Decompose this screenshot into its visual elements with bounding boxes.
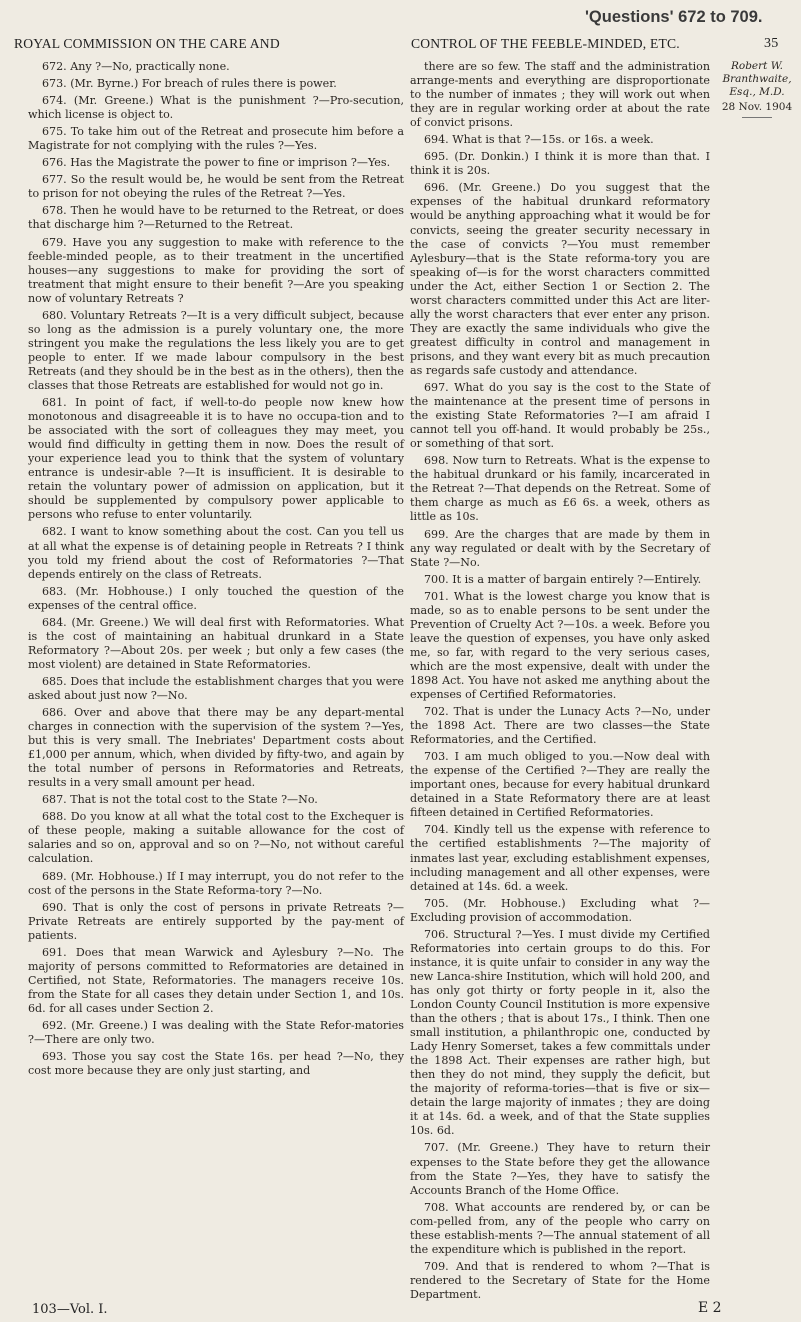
- paragraph: 709. And that is rendered to whom ?—That is rendered to the Secretary of State for the Home Department.: [410, 1259, 710, 1301]
- paragraph: 704. Kindly tell us the expense with reference to the certified establishments ?—The majority of inmates last year, excluding establishment expenses, including management and all other expenses, were detained at 14s. 6d. a week.: [410, 823, 710, 893]
- paragraph: 696. (Mr. Greene.) Do you suggest that the expenses of the habitual drunkard reformatory would be anything approaching what it would be for convicts, seeing the greater security necessary in the case of convicts ?—You must remember Aylesbury—that is the State reforma-tory you are speaking of—is for the worst characters committed under the Act, either Section 1 or Section 2. The worst characters committed under this Act are liter-ally the worst characters that ever enter any prison. They are exactly the same individuals who give the greatest difficulty in control and management in prisons, and they want every bit as much precaution as regards safe custody and attendance.: [410, 181, 710, 377]
- running-header: [14, 36, 794, 58]
- paragraph: 681. In point of fact, if well-to-do people now knew how monotonous and disagreeable it is to have no occupa-tion and to be associated with the sort of colleagues they may meet, you would find difficulty in getting them in now. Does the result of your experience lead you to think that the system of voluntary entrance is undesir-able ?—It is insufficient. It is desirable to retain the voluntary power of admission on application, but it should be supplemented by compulsory power applicable to persons who refuse to enter voluntarily.: [28, 396, 404, 522]
- paragraph: 685. Does that include the establishment charges that you were asked about just now ?—No.: [28, 674, 404, 702]
- margin-rule: [742, 117, 772, 118]
- left-column: [28, 60, 404, 1081]
- right-column: [410, 60, 710, 1305]
- paragraph: 687. That is not the total cost to the State ?—No.: [42, 793, 318, 807]
- paragraph: 705. (Mr. Hobhouse.) Excluding what ?—Excluding provision of accommodation.: [410, 896, 710, 924]
- paragraph: 703. I am much obliged to you.—Now deal with the expense of the Certified ?—They are really the important ones, because for every habitual drunkard detained in a State Reformatory there are at least fifteen detained in Certified Reformatories.: [410, 750, 710, 820]
- margin-note: [718, 60, 796, 118]
- paragraph: 689. (Mr. Hobhouse.) If I may interrupt, you do not refer to the cost of the persons in the State Reforma-tory ?—No.: [28, 869, 404, 897]
- paragraph: 684. (Mr. Greene.) We will deal first with Reformatories. What is the cost of maintaining an habitual drunkard in a State Reformatory ?—About 20s. per week ; but only a few cases (the most violent) are detained in State Reformatories.: [28, 615, 404, 671]
- paragraph: 674. (Mr. Greene.) What is the punishment ?—Pro-secution, which license is object to.: [28, 94, 404, 122]
- paragraph: 677. So the result would be, he would be sent from the Retreat to prison for not obeying the rules of the Retreat ?—Yes.: [28, 173, 404, 201]
- paragraph: 675. To take him out of the Retreat and prosecute him before a Magistrate for not complying with the rules ?—Yes.: [28, 125, 404, 153]
- paragraph: 678. Then he would have to be returned to the Retreat, or does that discharge him ?—Returned to the Retreat.: [28, 204, 404, 232]
- paragraph: 676. Has the Magistrate the power to fine or imprison ?—Yes.: [42, 156, 391, 170]
- paragraph: 679. Have you any suggestion to make with reference to the feeble-minded people, as to their treatment in the uncertified houses—any suggestions to make for providing the sort of treatment that might ensure to their benefit ?—Are you speaking now of voluntary Retreats ?: [28, 235, 404, 305]
- paragraph: 697. What do you say is the cost to the State of the maintenance at the present time of persons in the existing State Reformatories ?—I am afraid I cannot tell you off-hand. It would probably be 25s., or something of that sort.: [410, 381, 710, 451]
- paragraph: 672. Any ?—No, practically none.: [42, 60, 230, 73]
- volume-footer: 103—Vol. I.: [32, 1302, 108, 1317]
- paragraph: 698. Now turn to Retreats. What is the expense to the habitual drunkard or his family, incarcerated in the Retreat ?—That depends on the Retreat. Some of them charge as much as £6 6s. a week, others as little as 10s.: [410, 454, 710, 524]
- header-right-title: CONTROL OF THE FEEBLE-MINDED, ETC.: [411, 36, 680, 51]
- paragraph: 688. Do you know at all what the total cost to the Exchequer is of these people, making a suitable allowance for the cost of salaries and so on, approval and so on ?—No, not without careful calculation.: [28, 810, 404, 866]
- paragraph: 702. That is under the Lunacy Acts ?—No, under the 1898 Act. There are two classes—the State Reformatories, and the Certified.: [410, 705, 710, 747]
- paragraph: there are so few. The staff and the administration arrange-ments and everything are disproportionate to the number of inmates ; they will work out when they are in regular working order at about the rate of convict prisons.: [410, 60, 710, 130]
- witness-date: 28 Nov. 1904: [721, 101, 793, 113]
- paragraph: 708. What accounts are rendered by, or can be com-pelled from, any of the people who carry on these establish-ments ?—The annual statement of all the expenditure which is published in the report.: [410, 1200, 710, 1256]
- handwritten-note: 'Questions' 672 to 709.: [585, 8, 763, 26]
- paragraph: 683. (Mr. Hobhouse.) I only touched the question of the expenses of the central office.: [28, 584, 404, 612]
- paragraph: 692. (Mr. Greene.) I was dealing with the State Refor-matories ?—There are only two.: [28, 1019, 404, 1047]
- paragraph: 686. Over and above that there may be any depart-mental charges in connection with the supervision of the system ?—Yes, but this is very small. The Inebriates' Department costs about £1,000 per annum, which, when divided by fifty-two, and again by the total number of persons in Reformatories and Retreats, results in a very small amount per head.: [28, 706, 404, 790]
- paragraph: 682. I want to know something about the cost. Can you tell us at all what the expense is of detaining people in Retreats ? I think you told my friend about the cost of Reformatories ?—That depends entirely on the class of Retreats.: [28, 525, 404, 581]
- paragraph: 694. What is that ?—15s. or 16s. a week.: [424, 133, 654, 147]
- paragraph: 673. (Mr. Byrne.) For breach of rules there is power.: [42, 77, 337, 91]
- paragraph: 699. Are the charges that are made by them in any way regulated or dealt with by the Secretary of State ?—No.: [410, 527, 710, 569]
- paragraph: 695. (Dr. Donkin.) I think it is more than that. I think it is 20s.: [410, 150, 710, 178]
- paragraph: 707. (Mr. Greene.) They have to return their expenses to the State before they get the allowance from the State ?—Yes, they have to satisfy the Accounts Branch of the Home Office.: [410, 1141, 710, 1197]
- paragraph: 693. Those you say cost the State 16s. per head ?—No, they cost more because they are only just starting, and: [28, 1050, 404, 1078]
- witness-name: Robert W. Branthwaite, Esq., M.D.: [722, 60, 792, 98]
- signature-mark: E 2: [698, 1300, 722, 1316]
- page-number: 35: [764, 36, 779, 51]
- paragraph: 691. Does that mean Warwick and Aylesbury ?—No. The majority of persons committed to Reformatories are detained in Certified, not State, Reformatories. The managers receive 10s. from the State for all cases they detain under Section 1, and 10s. 6d. for all cases under Section 2.: [28, 945, 404, 1015]
- paragraph: 700. It is a matter of bargain entirely ?—Entirely.: [424, 572, 702, 586]
- paragraph: 706. Structural ?—Yes. I must divide my Certified Reformatories into certain groups to do this. For instance, it is quite unfair to consider in any way the new Lanca-shire Institution, which will hold 200, and has only got thirty or forty people in it, also the London County Council Institution is more expensive than the others ; that is about 17s., I think. Then one small institution, a philanthropic one, conducted by Lady Henry Somerset, takes a few committals under the 1898 Act. Their expenses are rather high, but then they do not mind, they supply the deficit, but the majority of reforma-tories—that is five or six—detain the large majority of inmates ; they are doing it at 14s. 6d. a week, and of that the State supplies 10s. 6d.: [410, 927, 710, 1138]
- header-left-title: ROYAL COMMISSION ON THE CARE AND: [14, 36, 280, 51]
- paragraph: 690. That is only the cost of persons in private Retreats ?—Private Retreats are entirely supported by the pay-ment of patients.: [28, 900, 404, 942]
- paragraph: 680. Voluntary Retreats ?—It is a very difficult subject, because so long as the admission is a purely voluntary one, the more stringent you make the regulations the less likely you are to get people to enter. If we made labour compulsory in the best Retreats (and they should be in the best as in the others), then the classes that those Retreats are established for would not go in.: [28, 308, 404, 392]
- paragraph: 701. What is the lowest charge you know that is made, so as to enable persons to be sent under the Prevention of Cruelty Act ?—10s. a week. Before you leave the question of expenses, you have only asked me, so far, with regard to the very serious cases, which are the most expensive, dealt with under the 1898 Act. You have not asked me anything about the expenses of Certified Reformatories.: [410, 589, 710, 702]
